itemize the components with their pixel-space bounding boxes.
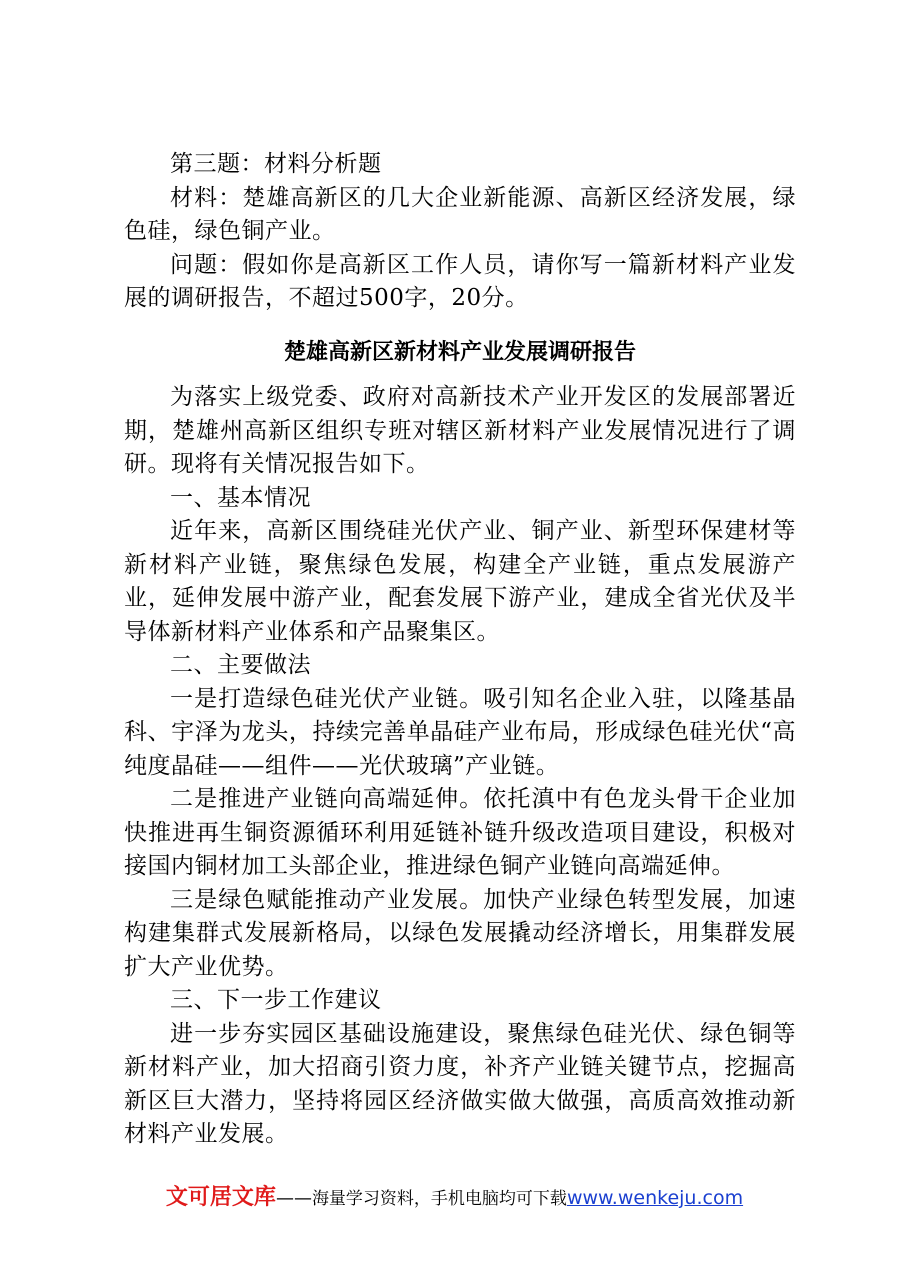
- question-prompt: 问题：假如你是高新区工作人员，请你写一篇新材料产业发展的调研报告，不超过500字，20分。: [124, 251, 796, 311]
- section-heading-basic-situation: 一、基本情况: [170, 484, 311, 511]
- footer-dash: ——: [275, 1188, 312, 1209]
- report-paragraph-basic-situation: 近年来，高新区围绕硅光伏产业、铜产业、新型环保建材等新材料产业链，聚焦绿色发展，构建全产业链，重点发展游产业，延伸发展中游产业，配套发展下游产业，建成全省光伏及半导体新材料产业体系和产品聚集区。: [124, 518, 796, 645]
- footer-banner: [0, 1180, 909, 1211]
- footer-description: 海量学习资料，手机电脑均可下载: [311, 1189, 567, 1209]
- report-paragraph-practice-2: 二是推进产业链向高端延伸。依托滇中有色龙头骨干企业加快推进再生铜资源循环利用延链补链升级改造项目建设，积极对接国内铜材加工头部企业，推进绿色铜产业链向高端延伸。: [124, 786, 796, 879]
- report-title: 楚雄高新区新材料产业发展调研报告: [283, 340, 636, 365]
- question-section: [124, 148, 796, 316]
- section-heading-next-steps: 三、下一步工作建议: [170, 987, 382, 1013]
- question-heading: 第三题：材料分析题: [170, 151, 382, 177]
- footer-website-link[interactable]: www.wenkeju.com: [566, 1187, 744, 1209]
- footer-brand: 文可居文库: [165, 1185, 276, 1210]
- report-paragraph-practice-1: 一是打造绿色硅光伏产业链。吸引知名企业入驻，以隆基晶科、宇泽为龙头，持续完善单晶硅产业布局，形成绿色硅光伏“高纯度晶硅——组件——光伏玻璃”产业链。: [124, 685, 796, 779]
- report-paragraph-next-steps: 进一步夯实园区基础设施建设，聚焦绿色硅光伏、绿色铜等新材料产业，加大招商引资力度，补齐产业链关键节点，挖掘高新区巨大潜力，坚持将园区经济做实做大做强，高质高效推动新材料产业发展。: [124, 1020, 796, 1147]
- report-paragraph-practice-3: 三是绿色赋能推动产业发展。加快产业绿色转型发展，加速构建集群式发展新格局，以绿色发展撬动经济增长，用集群发展扩大产业优势。: [124, 886, 796, 980]
- report-body: [124, 381, 796, 1152]
- section-heading-main-practices: 二、主要做法: [170, 652, 311, 678]
- question-material: 材料：楚雄高新区的几大企业新能源、高新区经济发展，绿色硅，绿色铜产业。: [124, 184, 796, 244]
- report-paragraph-intro: 为落实上级党委、政府对高新技术产业开发区的发展部署近期，楚雄州高新区组织专班对辖区新材料产业发展情况进行了调研。现将有关情况报告如下。: [124, 384, 796, 477]
